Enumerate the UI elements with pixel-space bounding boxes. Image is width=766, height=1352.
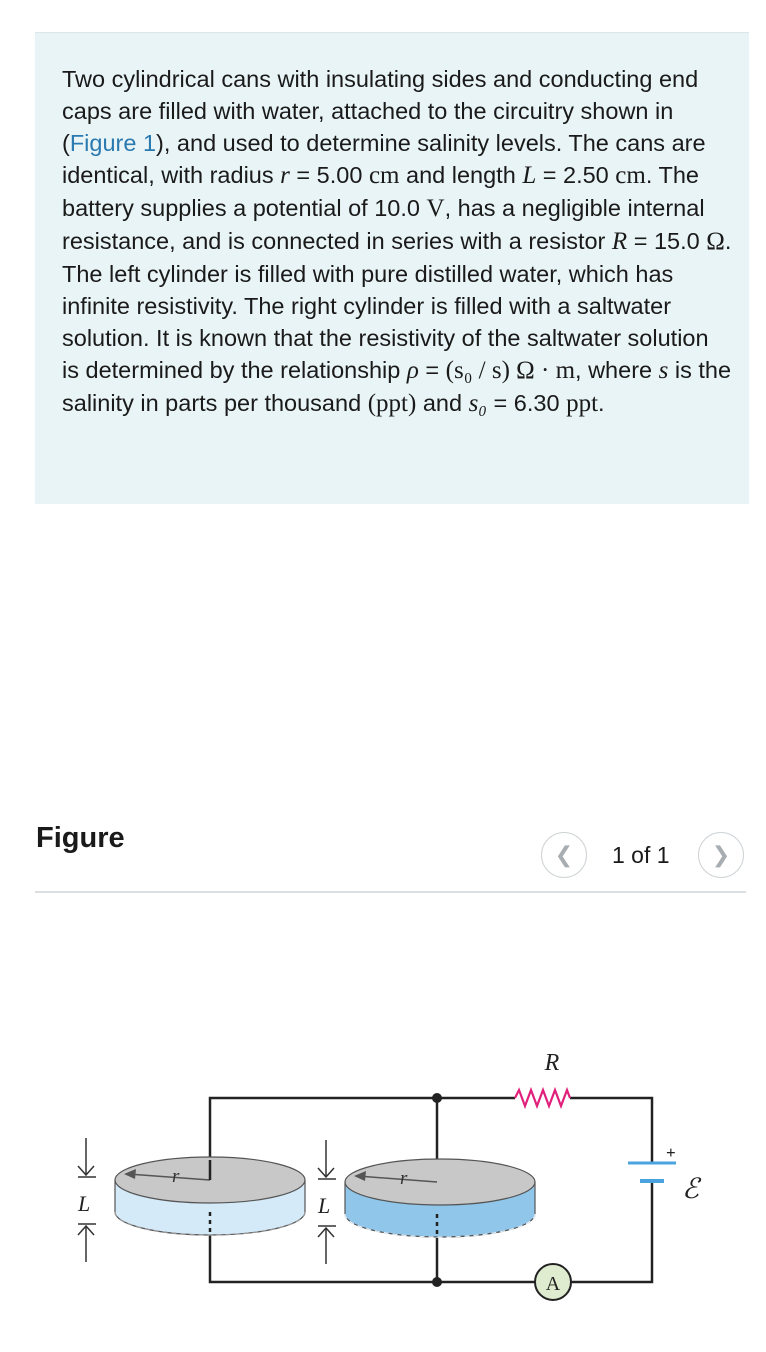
resistivity-formula: (s₀ / s) Ω · m [445, 357, 576, 384]
radius-unit: cm [368, 162, 400, 189]
s0-value: = 6.30 [487, 390, 567, 416]
ppt-unit: (ppt) [367, 390, 417, 417]
previous-figure-button[interactable] [541, 832, 587, 878]
resistor-value: = 15.0 [627, 228, 707, 254]
text-segment: . [598, 390, 605, 416]
text-segment: , where [575, 357, 659, 383]
page-indicator: 1 of 1 [612, 842, 670, 868]
text-segment: ), and used to determine salinity levels. The cans are identical, with radius [62, 130, 706, 188]
length-symbol: L [522, 162, 537, 189]
figure-title: Figure [36, 822, 125, 854]
ppt-unit: ppt [566, 390, 599, 417]
chevron-left-icon: ❮ [554, 842, 574, 867]
junction-top [432, 1093, 442, 1103]
figure-link[interactable]: Figure 1 [69, 130, 157, 156]
text-segment: is the salinity in parts per thousand [62, 357, 732, 416]
left-cylinder [115, 1157, 305, 1235]
resistor-label: R [544, 1050, 560, 1076]
ohm-unit: Ω [706, 228, 725, 255]
battery-plus-label: + [666, 1143, 676, 1162]
equals-sign: = [418, 357, 446, 383]
problem-statement-panel [35, 32, 749, 504]
text-segment: . The left cylinder is filled with pure distilled water, which has infinite resistivity. The right cylinder is filled with a saltwater solution. It is known that the resistivity of the saltwater solution is determined by the relationship [62, 228, 732, 383]
length-label-left: L [78, 1191, 91, 1216]
resistor-symbol: R [611, 228, 628, 255]
circuit-diagram [60, 1030, 710, 1310]
ammeter-label: A [545, 1273, 561, 1295]
rho-symbol: ρ [406, 357, 419, 384]
text-segment: , has a negligible internal resistance, and is connected in series with a resistor [62, 195, 705, 254]
text-segment: . The battery supplies a potential of 10.0 [62, 162, 699, 221]
junction-bottom [432, 1277, 442, 1287]
length-value: = 2.50 [536, 162, 616, 188]
emf-label: ℰ [682, 1174, 699, 1205]
radius-value: = 5.00 [289, 162, 369, 188]
figure-divider [35, 891, 746, 893]
salinity-symbol: s [658, 357, 669, 384]
resistor-zigzag [515, 1090, 570, 1106]
radius-label-left: r [172, 1166, 180, 1187]
text-segment: Two cylindrical cans with insulating sides and conducting end caps are filled with water, attached to the circuitry shown in ( [62, 66, 699, 156]
length-label-right: L [318, 1193, 331, 1218]
radius-symbol: r [280, 162, 290, 189]
problem-text [62, 63, 732, 420]
text-segment: and length [399, 162, 523, 188]
text-segment: and [416, 390, 469, 416]
length-unit: cm [615, 162, 646, 189]
chevron-right-icon: ❯ [711, 842, 731, 867]
voltage-unit: V [426, 195, 445, 222]
next-figure-button[interactable] [698, 832, 744, 878]
right-cylinder [345, 1159, 535, 1240]
s0-symbol: s₀ [468, 390, 487, 417]
radius-label-right: r [400, 1168, 408, 1189]
